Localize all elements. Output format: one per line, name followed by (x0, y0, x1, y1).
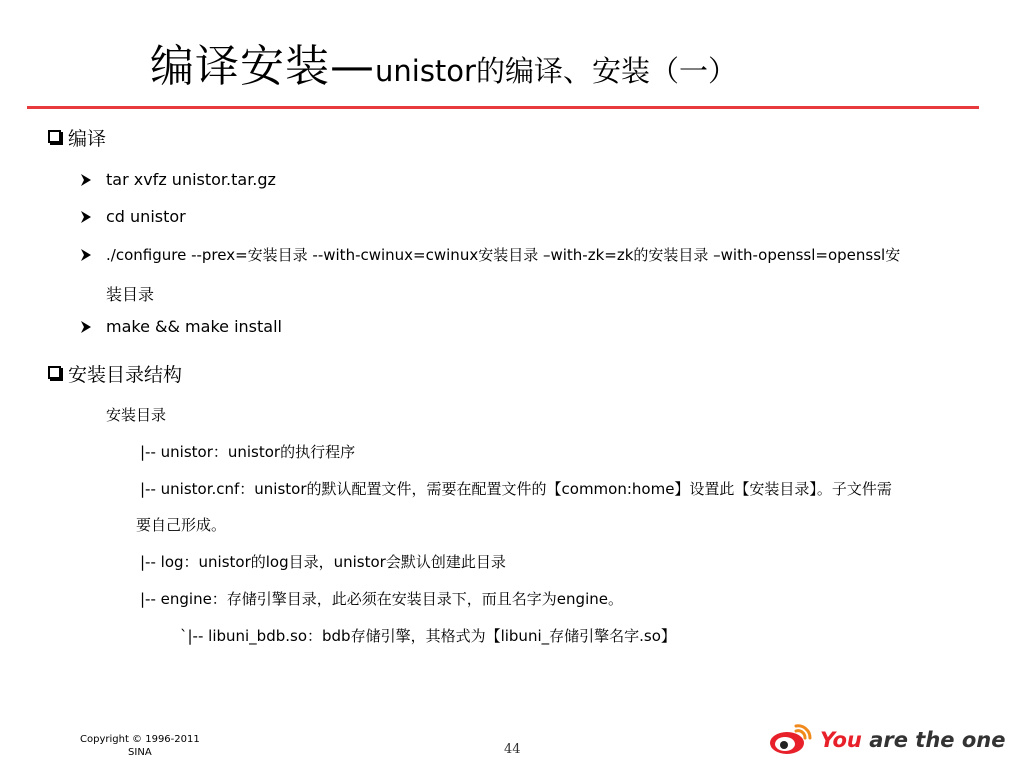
section-compile (48, 124, 106, 151)
slogan-you: You (820, 728, 862, 752)
footer-copyright (80, 733, 200, 759)
section-compile-label: 编译 (68, 128, 107, 150)
arrow-bullet-icon (80, 249, 92, 261)
compile-step-4-text: make && make install (106, 317, 282, 336)
sina-weibo-logo-icon (768, 720, 814, 756)
install-dir-item-unistor: |-- unistor：unistor的执行程序 (140, 443, 356, 461)
footer-slogan (820, 728, 1005, 752)
compile-step-1 (80, 170, 276, 189)
compile-step-2-text: cd unistor (106, 207, 186, 226)
compile-step-1-text: tar xvfz unistor.tar.gz (106, 170, 276, 189)
compile-step-3-continued: 装目录 (106, 285, 155, 304)
title-divider (27, 106, 979, 109)
install-dir-item-cnf-continued: 要自己形成。 (136, 516, 227, 534)
square-bullet-icon (48, 366, 61, 379)
compile-step-2 (80, 207, 186, 226)
square-bullet-icon (48, 130, 61, 143)
compile-step-3 (80, 244, 900, 265)
install-dir-heading: 安装目录 (106, 406, 167, 424)
copyright-text: Copyright © 1996-2011 (80, 734, 200, 745)
compile-step-4 (80, 317, 282, 336)
install-dir-item-log: |-- log：unistor的log目录，unistor会默认创建此目录 (140, 553, 506, 571)
section-install-dir-label: 安装目录结构 (68, 364, 183, 386)
install-dir-item-engine: |-- engine：存储引擎目录，此必须在安装目录下，而且名字为engine。 (140, 590, 623, 608)
compile-step-3-text: ./configure --prex=安装目录 --with-cwinux=cwinux安装目录 –with-zk=zk的安装目录 –with-openssl=openssl安 (106, 246, 901, 264)
title-rest: unistor的编译、安装（一） (375, 54, 737, 88)
install-dir-item-libuni: `|-- libuni_bdb.so：bdb存储引擎，其格式为【libuni_存储引擎名字.so】 (180, 627, 676, 645)
arrow-bullet-icon (80, 211, 92, 223)
slogan-rest: are the one (861, 728, 1006, 752)
slide-title (150, 30, 737, 94)
page-number: 44 (504, 742, 521, 757)
arrow-bullet-icon (80, 321, 92, 333)
company-name: SINA (128, 747, 152, 758)
title-main: 编译安装— (150, 41, 375, 92)
section-install-dir (48, 360, 182, 387)
arrow-bullet-icon (80, 174, 92, 186)
install-dir-item-cnf: |-- unistor.cnf：unistor的默认配置文件，需要在配置文件的【common:home】设置此【安装目录】。子文件需 (140, 480, 892, 498)
